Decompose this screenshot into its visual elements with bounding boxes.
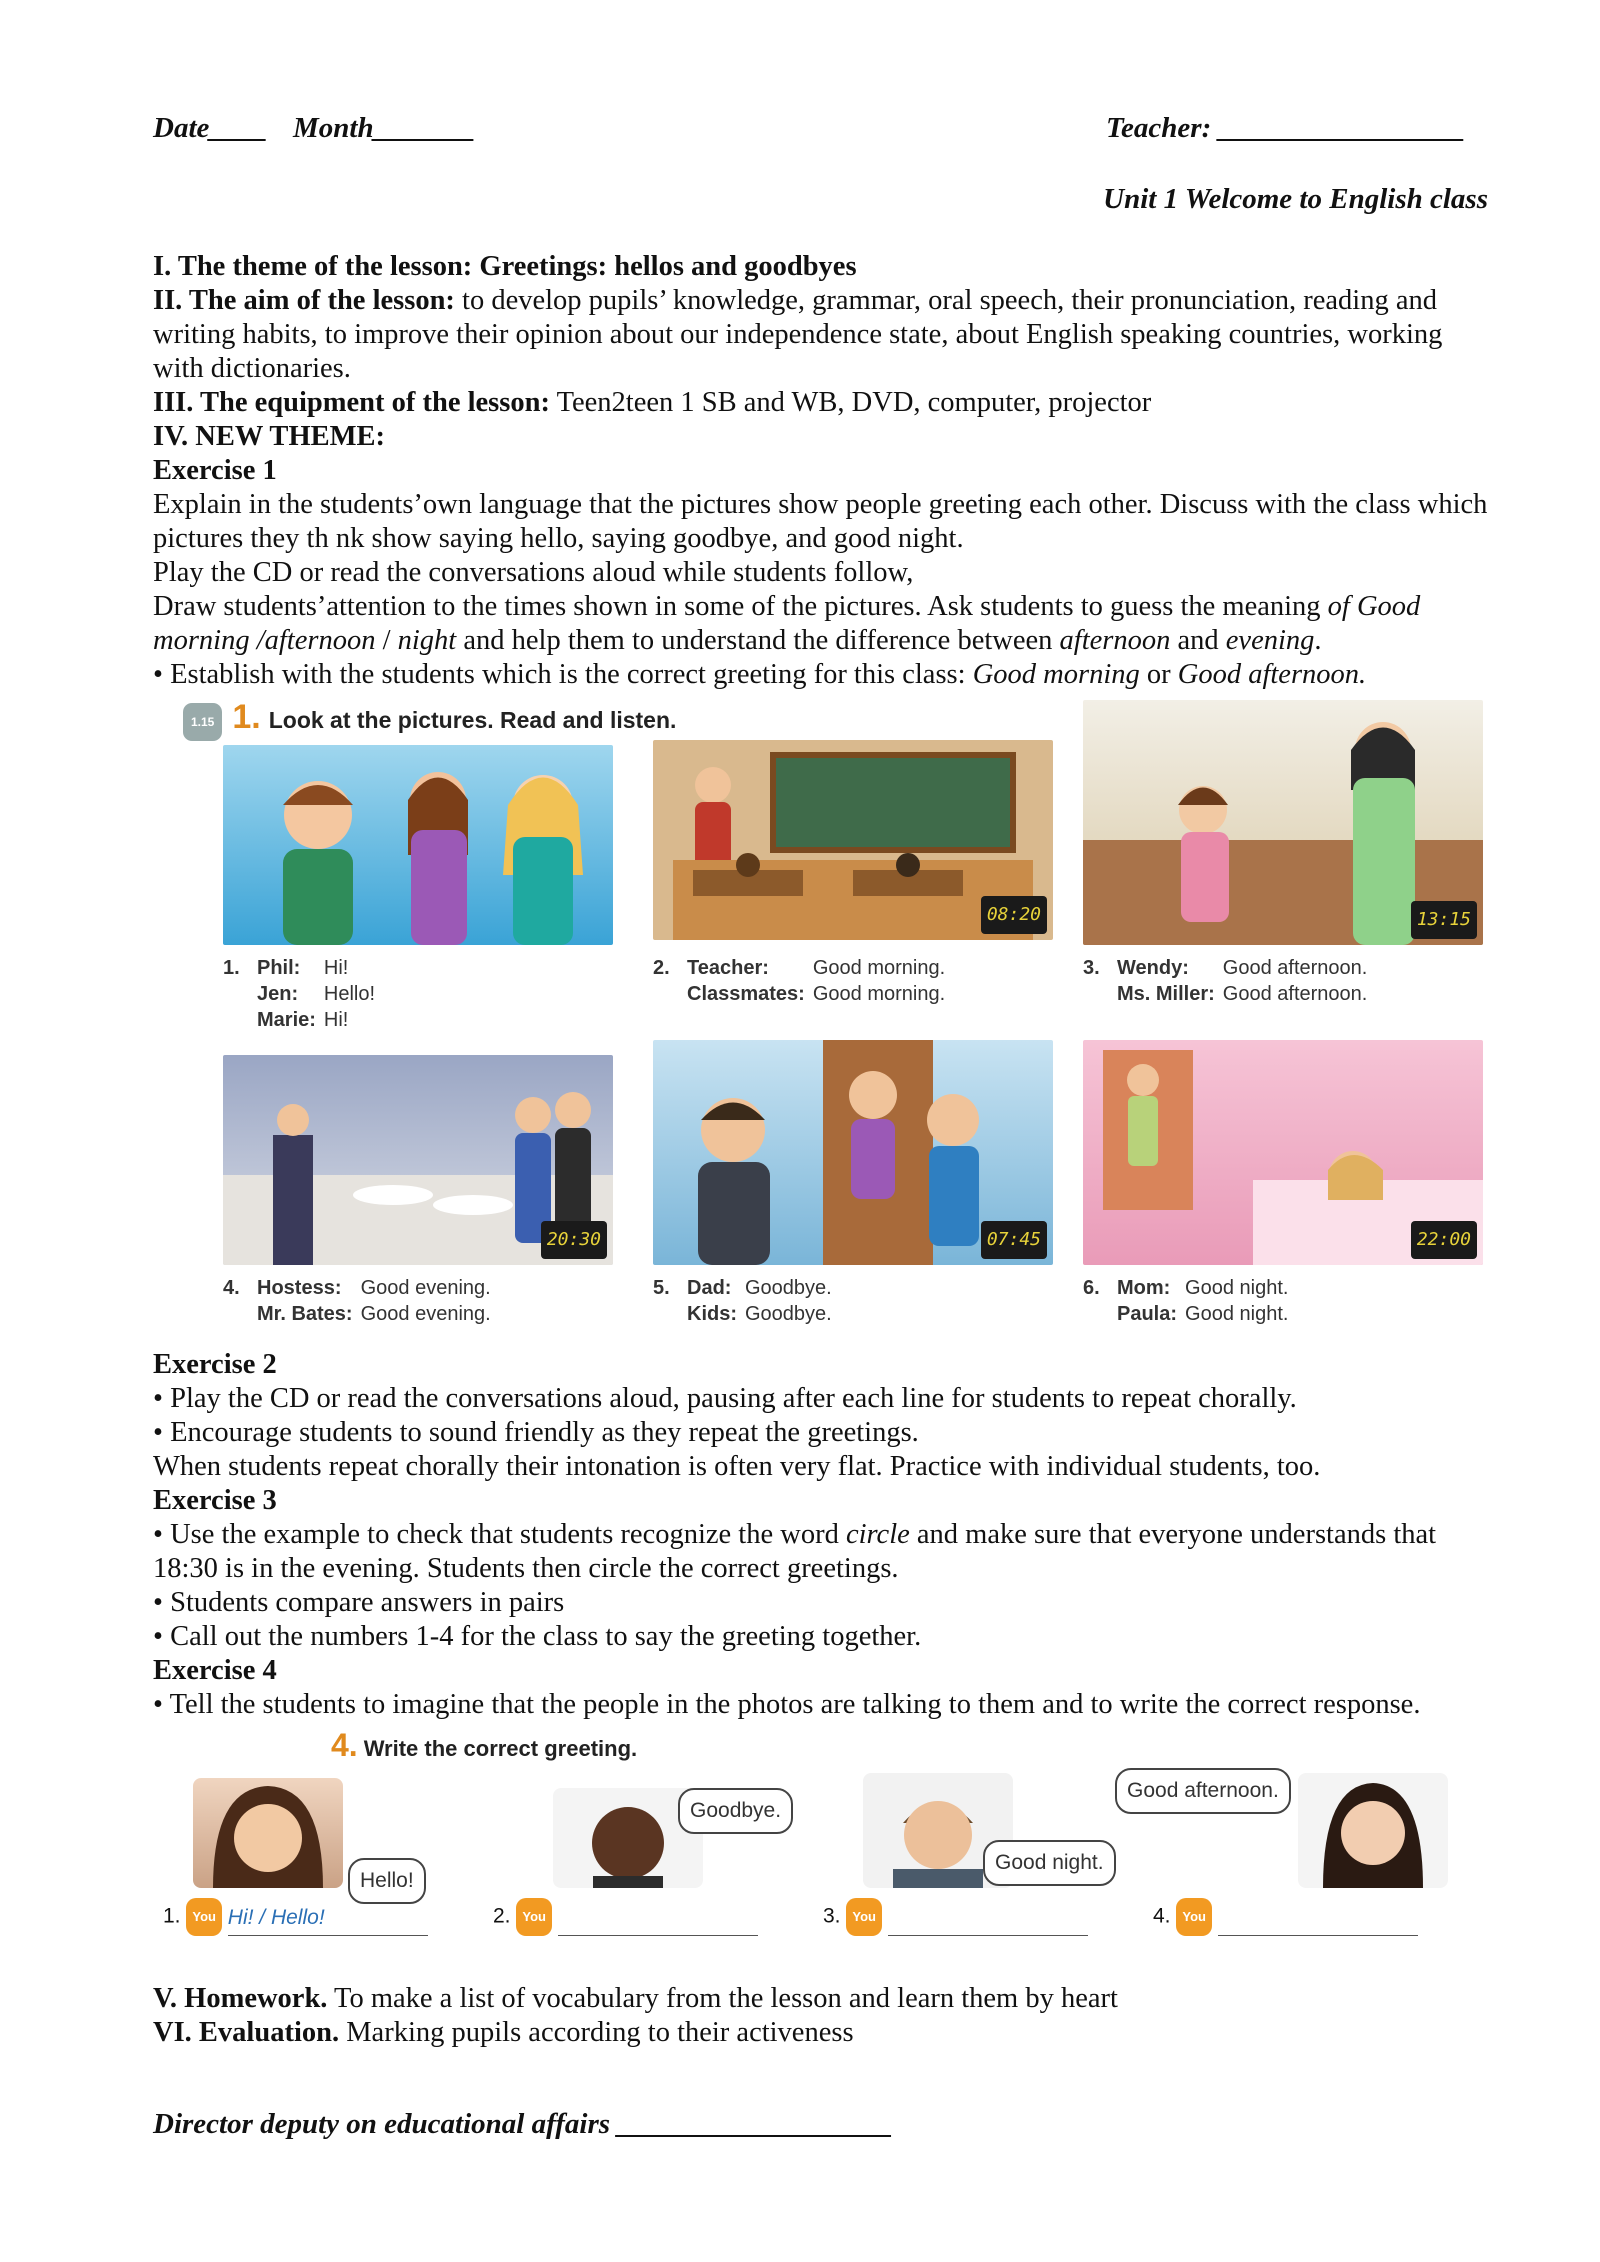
new-theme-heading: IV. NEW THEME: — [153, 421, 386, 452]
you-badge: You — [186, 1898, 222, 1936]
woman-photo — [1298, 1773, 1448, 1888]
scene-1-picture — [223, 745, 613, 945]
theme-line: I. The theme of the lesson: Greetings: hellos and goodbyes — [153, 251, 857, 282]
exercise4-heading: Exercise 4 — [153, 1655, 277, 1686]
speech-bubble-2: Goodbye. — [678, 1788, 793, 1834]
exercise1-p3: Draw students’attention to the times shown in some of the pictures. Ask students to guess the meaning of Good morning /afternoon / night and help them to understand the difference between afternoon and evening. — [153, 591, 1421, 656]
answer-blank[interactable] — [1218, 1935, 1418, 1936]
scene-6-clock: 22:00 — [1411, 1221, 1477, 1259]
equipment-line: III. The equipment of the lesson: Teen2teen 1 SB and WB, DVD, computer, projector — [153, 387, 1152, 418]
date-field: Date____ — [153, 112, 268, 144]
you-badge: You — [1176, 1898, 1212, 1936]
exercise2-line1: • Play the CD or read the conversations aloud, pausing after each line for students to repeat chorally. — [153, 1383, 1297, 1414]
unit-title: Unit 1 Welcome to English class — [1103, 183, 1488, 215]
answer-blank[interactable] — [888, 1935, 1088, 1936]
answer-blank[interactable] — [558, 1935, 758, 1936]
homework-line: V. Homework. To make a list of vocabulary from the lesson and learn them by heart — [153, 1983, 1118, 2014]
exercise3-heading: Exercise 3 — [153, 1485, 277, 1516]
answer-row-1: 1. You Hi! / Hello! — [163, 1898, 428, 1936]
month-field: Month_______ — [293, 112, 476, 144]
scene-2-picture — [653, 740, 1053, 940]
scene-6-picture — [1083, 1040, 1483, 1265]
evaluation-line: VI. Evaluation. Marking pupils according to their activeness — [153, 2017, 854, 2048]
answer-row-4: 4. You — [1153, 1898, 1418, 1936]
exercise2-line2: • Encourage students to sound friendly as they repeat the greetings. — [153, 1417, 919, 1448]
scene-4-picture — [223, 1055, 613, 1265]
scene-5-caption: 5. Dad: Goodbye. Kids: Goodbye. — [653, 1277, 832, 1325]
you-badge: You — [516, 1898, 552, 1936]
scene-5-clock: 07:45 — [981, 1221, 1047, 1259]
example-answer: Hi! / Hello! — [228, 1901, 428, 1936]
speech-bubble-1: Hello! — [348, 1858, 426, 1904]
exercise1-p4: • Establish with the students which is the correct greeting for this class: Good morning or Good afternoon. — [153, 659, 1367, 690]
you-badge: You — [846, 1898, 882, 1936]
answer-row-3: 3. You — [823, 1898, 1088, 1936]
girl-photo — [193, 1778, 343, 1888]
exercise4-picture-block — [153, 1728, 1473, 1978]
scene-3-caption: 3. Wendy: Good afternoon. Ms. Miller: Good afternoon. — [1083, 957, 1368, 1005]
teens-greeting-illustration — [223, 745, 613, 945]
scene-2-caption: 2. Teacher: Good morning. Classmates: Good morning. — [653, 957, 946, 1005]
exercise3-line3: • Call out the numbers 1-4 for the class to say the greeting together. — [153, 1621, 922, 1652]
director-signature-line: Director deputy on educational affairs ___________________ — [153, 2108, 893, 2140]
exercise4-book-title: 4. Write the correct greeting. — [331, 1727, 638, 1763]
exercise1-heading: Exercise 1 — [153, 455, 277, 486]
lesson-body — [153, 250, 1493, 2050]
scene-6-caption: 6. Mom: Good night. Paula: Good night. — [1083, 1277, 1289, 1325]
exercise1-picture-block — [183, 700, 1483, 1340]
scene-4-caption: 4. Hostess: Good evening. Mr. Bates: Good evening. — [223, 1277, 491, 1325]
exercise1-book-number: 1. — [232, 698, 261, 736]
scene-5-picture — [653, 1040, 1053, 1265]
audio-track-badge: 1.15 — [183, 703, 222, 741]
scene-3-clock: 13:15 — [1411, 901, 1477, 939]
scene-2-clock: 08:20 — [981, 896, 1047, 934]
exercise1-book-instruction: Look at the pictures. Read and listen. — [268, 707, 677, 733]
scene-3-picture — [1083, 700, 1483, 945]
speech-bubble-3: Good night. — [983, 1840, 1116, 1886]
scene-1-caption: 1. Phil: Hi! Jen: Hello! Marie: Hi! — [223, 957, 376, 1031]
speech-bubble-4: Good afternoon. — [1115, 1768, 1291, 1814]
exercise1-p1: Explain in the students’own language that the pictures show people greeting each other. Discuss with the class which pictures they th nk show saying hello, saying goodbye, and good night. — [153, 489, 1488, 554]
exercise1-book-title — [183, 700, 676, 741]
woman-face-illustration — [1298, 1773, 1448, 1888]
teacher-field: Teacher: _________________ — [1106, 112, 1465, 144]
answer-row-2: 2. You — [493, 1898, 758, 1936]
exercise2-heading: Exercise 2 — [153, 1349, 277, 1380]
exercise2-line3: When students repeat chorally their intonation is often very flat. Practice with individual students, too. — [153, 1451, 1321, 1482]
aim-line: II. The aim of the lesson: to develop pupils’ knowledge, grammar, oral speech, their pronunciation, reading and writing habits, to improve their opinion about our independence state, about English speaking countries, working with dictionaries. — [153, 285, 1443, 384]
exercise3-line2: • Students compare answers in pairs — [153, 1587, 565, 1618]
exercise4-line1: • Tell the students to imagine that the people in the photos are talking to them and to write the correct response. — [153, 1689, 1421, 1720]
exercise3-line1: • Use the example to check that students recognize the word circle and make sure that everyone understands that 18:30 is in the evening. Students then circle the correct greetings. — [153, 1519, 1437, 1584]
girl-face-illustration — [193, 1778, 343, 1888]
scene-4-clock: 20:30 — [541, 1221, 607, 1259]
exercise1-p2: Play the CD or read the conversations aloud while students follow, — [153, 557, 914, 588]
